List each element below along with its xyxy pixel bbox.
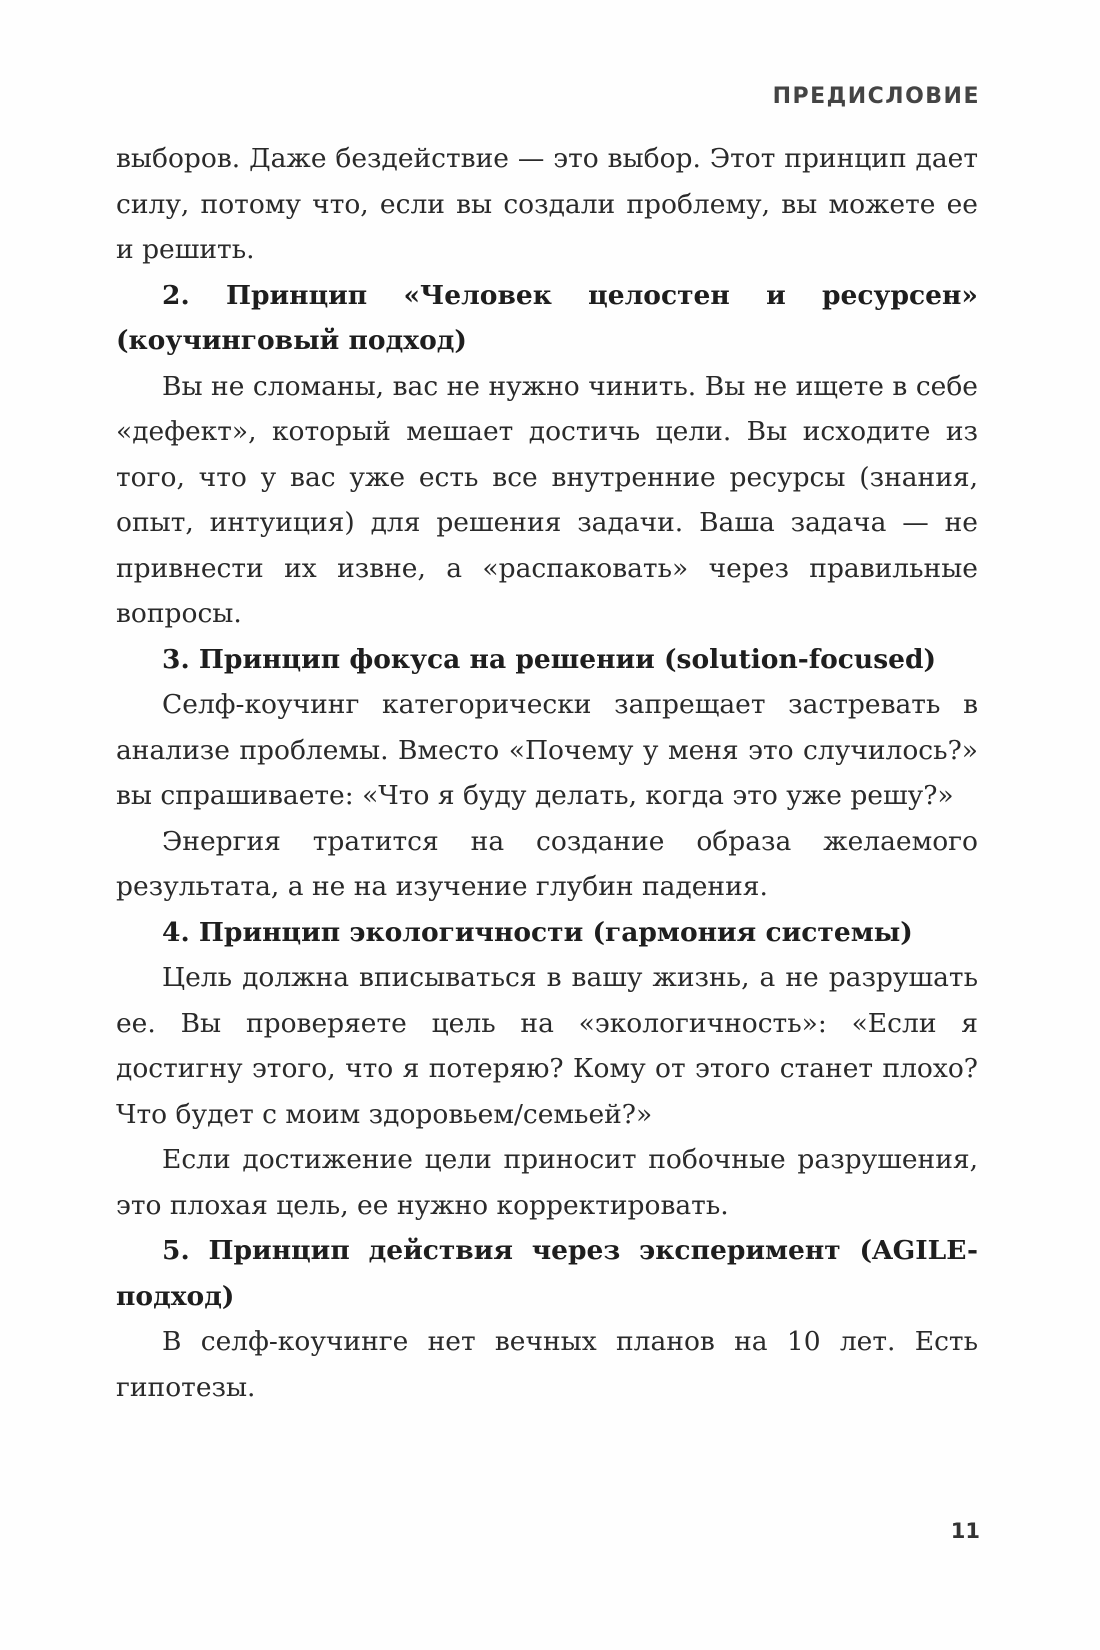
running-head: ПРЕДИСЛОВИЕ bbox=[772, 84, 980, 109]
principle-heading-5: 5. Принцип действия через эксперимент (AGILE-подход) bbox=[116, 1235, 978, 1312]
paragraph: Селф-коучинг категорически запрещает застревать в анализе проблемы. Вместо «Почему у меня это случилось?» вы спрашиваете: «Что я буду делать, когда это уже решу?» bbox=[116, 689, 978, 811]
principle-heading-4: 4. Принцип экологичности (гармония системы) bbox=[162, 916, 913, 948]
paragraph: Вы не сломаны, вас не нужно чинить. Вы не ищете в себе «дефект», который мешает достичь цели. Вы исходите из того, что у вас уже есть все внутренние ресурсы (знания, опыт, интуиция) для решения задачи. Ваша задача — не привнести их извне, а «распаковать» через правильные вопросы. bbox=[116, 370, 978, 629]
body-text bbox=[116, 136, 978, 1410]
paragraph: В селф-коучинге нет вечных планов на 10 лет. Есть гипотезы. bbox=[116, 1326, 978, 1403]
paragraph: Энергия тратится на создание образа желаемого результата, а не на изучение глубин падения. bbox=[116, 825, 978, 902]
principle-heading-3: 3. Принцип фокуса на решении (solution-focused) bbox=[162, 643, 937, 675]
paragraph-continuation: выборов. Даже бездействие — это выбор. Этот принцип дает силу, потому что, если вы создали проблему, вы можете ее и решить. bbox=[116, 143, 978, 265]
page-number: 11 bbox=[950, 1519, 980, 1543]
paragraph: Если достижение цели приносит побочные разрушения, это плохая цель, ее нужно корректировать. bbox=[116, 1144, 978, 1221]
paragraph: Цель должна вписываться в вашу жизнь, а не разрушать ее. Вы проверяете цель на «экологичность»: «Если я достигну этого, что я потеряю? Кому от этого станет плохо? Что будет с моим здоровьем/семьей?» bbox=[116, 962, 978, 1130]
principle-heading-2: 2. Принцип «Человек целостен и ресурсен» (коучинговый подход) bbox=[116, 279, 978, 356]
